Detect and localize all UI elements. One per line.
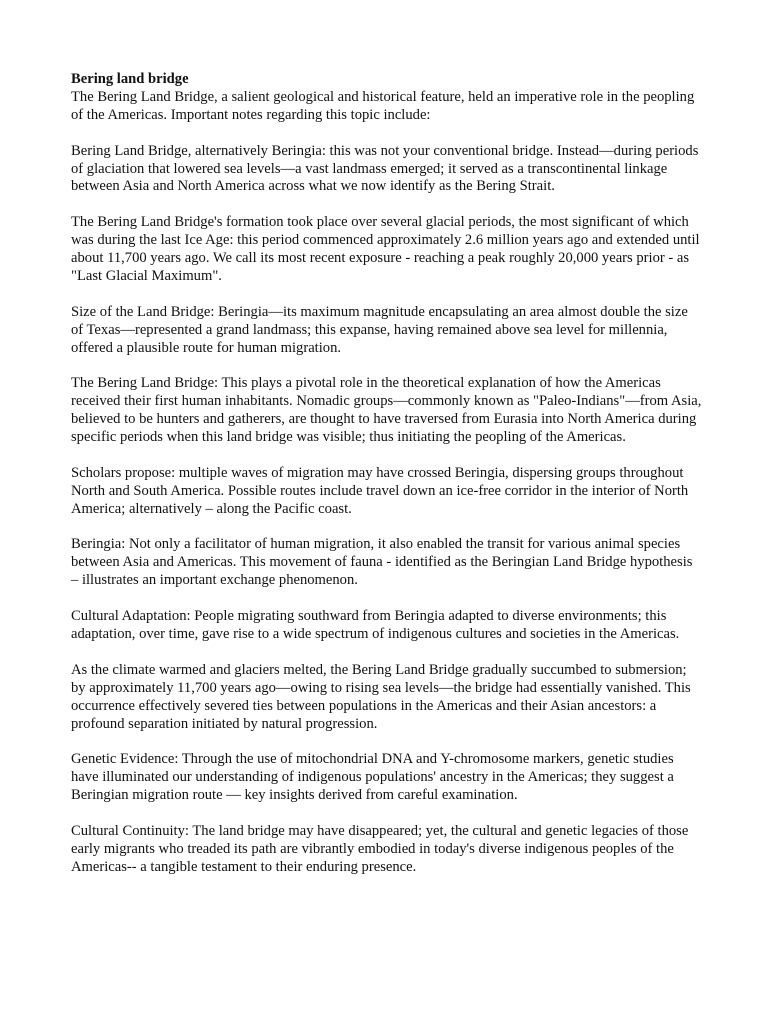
paragraph-cultural-continuity: Cultural Continuity: The land bridge may have disappeared; yet, the cultural and genetic legacies of those early migrants who treaded its path are vibrantly embodied in today's diverse indigenous peoples of the Americas-- a tangible testament to their enduring presence. <box>71 822 689 875</box>
document-title: Bering land bridge <box>71 71 189 87</box>
paragraph-cultural-adaptation: Cultural Adaptation: People migrating southward from Beringia adapted to diverse environments; this adaptation, over time, gave rise to a wide spectrum of indigenous cultures and societies in the Americas. <box>71 608 680 642</box>
paragraph-size: Size of the Land Bridge: Beringia—its maximum magnitude encapsulating an area almost double the size of Texas—represented a grand landmass; this expanse, having remained above sea level for millennia, offered a plausible route for human migration. <box>71 303 688 356</box>
paragraph-migration-waves: Scholars propose: multiple waves of migration may have crossed Beringia, dispersing groups throughout North and South America. Possible routes include travel down an ice-free corridor in the interior of North America; alternatively – along the Pacific coast. <box>71 464 689 517</box>
paragraph-genetic-evidence: Genetic Evidence: Through the use of mitochondrial DNA and Y-chromosome markers, genetic studies have illuminated our understanding of indigenous populations' ancestry in the Americas; they suggest a Beringian migration route — key insights derived from careful examination. <box>71 751 674 804</box>
paragraph-definition: Bering Land Bridge, alternatively Beringia: this was not your conventional bridge. Instead—during periods of glaciation that lowered sea levels—a vast landmass emerged; it served as a transcontinental linkage between Asia and North America across what we now identify as the Bering Strait. <box>71 142 699 195</box>
paragraph-submersion: As the climate warmed and glaciers melted, the Bering Land Bridge gradually succumbed to submersion; by approximately 11,700 years ago—owing to rising sea levels—the bridge had essentially vanished. This occurrence effectively severed ties between populations in the Americas and their Asian ancestors: a profound separation initiated by natural progression. <box>71 661 691 732</box>
document-page <box>71 71 703 895</box>
paragraph-intro: The Bering Land Bridge, a salient geological and historical feature, held an imperative role in the peopling of the Americas. Important notes regarding this topic include: <box>71 88 695 123</box>
paragraph-fauna: Beringia: Not only a facilitator of human migration, it also enabled the transit for various animal species between Asia and Americas. This movement of fauna - identified as the Beringian Land Bridge hypothesis – illustrates an important exchange phenomenon. <box>71 536 693 589</box>
paragraph-formation: The Bering Land Bridge's formation took place over several glacial periods, the most significant of which was during the last Ice Age: this period commenced approximately 2.6 million years ago and extended until about 11,700 years ago. We call its most recent exposure - reaching a peak roughly 20,000 years prior - as "Last Glacial Maximum". <box>71 214 700 284</box>
paragraph-migration-role: The Bering Land Bridge: This plays a pivotal role in the theoretical explanation of how the Americas received their first human inhabitants. Nomadic groups—commonly known as "Paleo-Indians"—from Asia, believed to be hunters and gatherers, are thought to have traversed from Eurasia into North America during specific periods when this land bridge was visible; thus initiating the peopling of the Americas. <box>71 375 702 446</box>
